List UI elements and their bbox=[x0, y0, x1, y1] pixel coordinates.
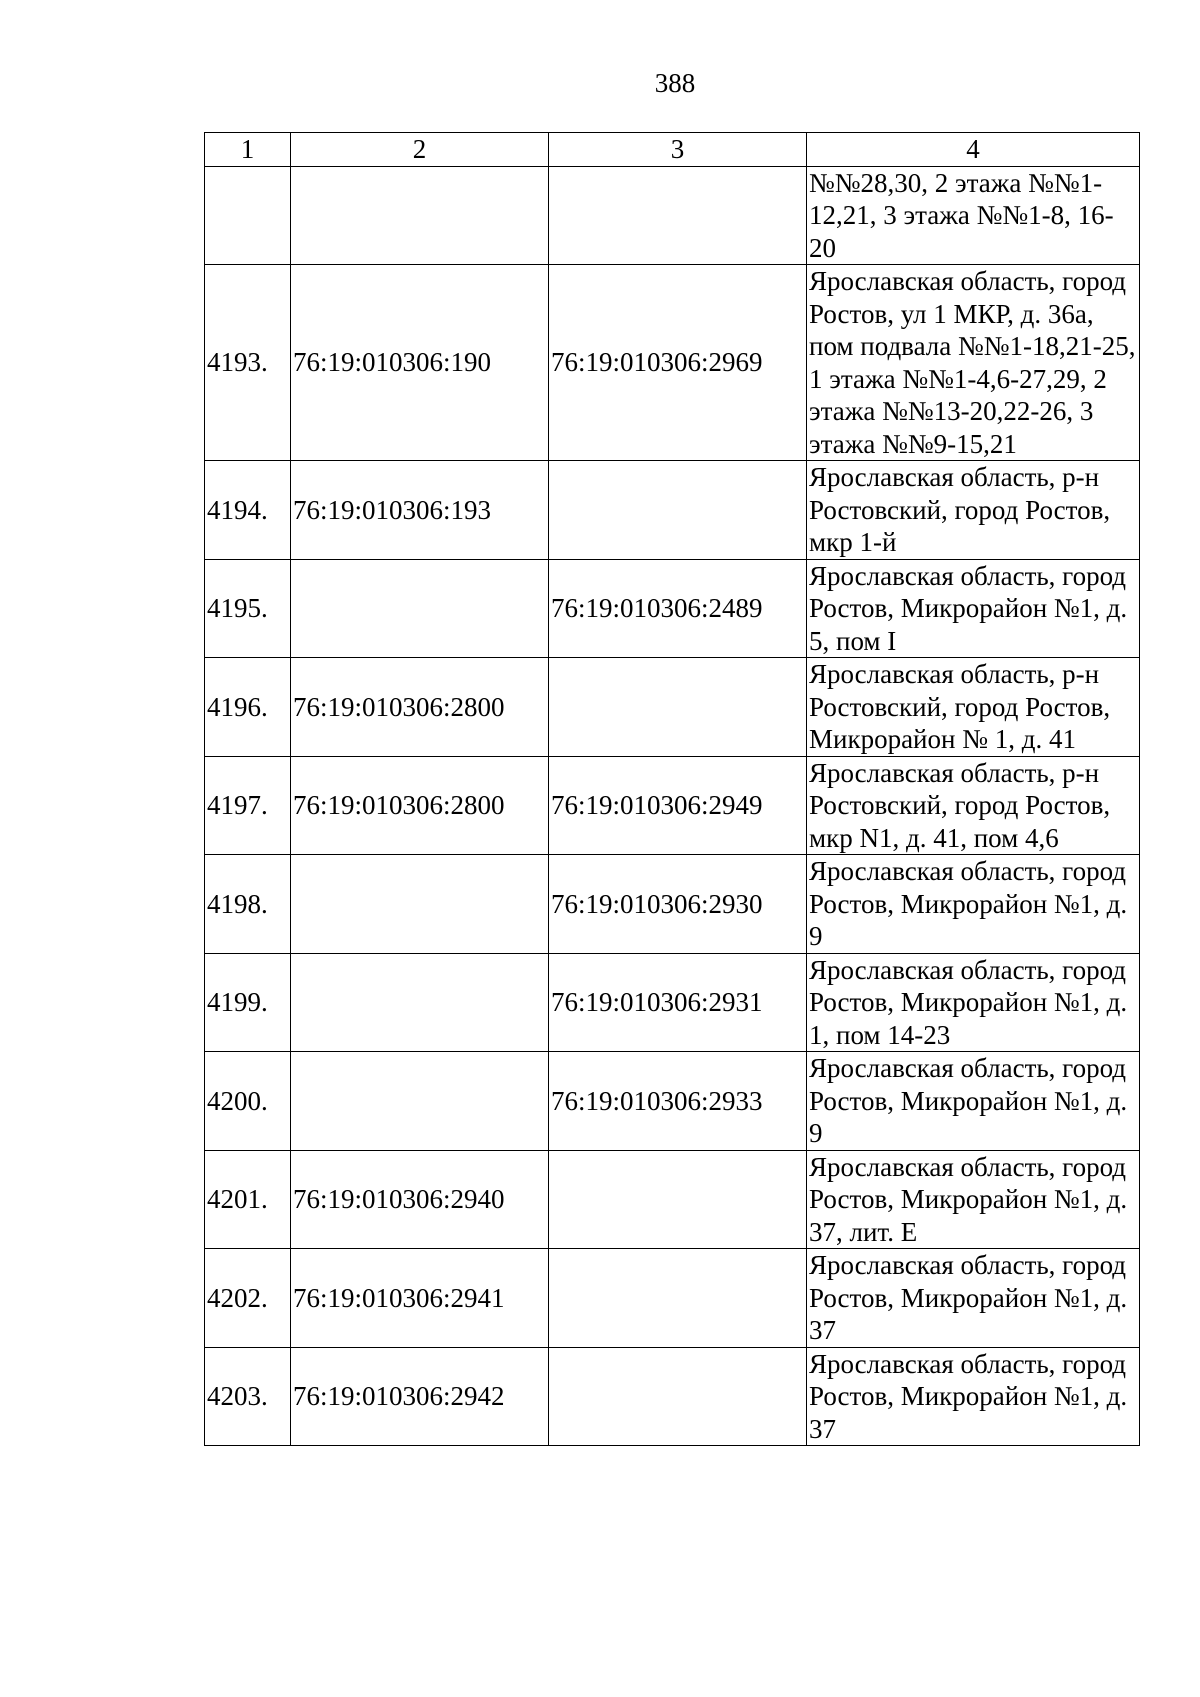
object-cadastral-number-cell bbox=[549, 1249, 807, 1348]
object-cadastral-number-cell bbox=[549, 1150, 807, 1249]
table-row bbox=[205, 756, 1140, 855]
table-row bbox=[205, 1249, 1140, 1348]
row-number-cell bbox=[205, 166, 291, 265]
address-cell: Ярославская область, р-н Ростовский, город Ростов, мкр N1, д. 41, пом 4,6 bbox=[807, 756, 1140, 855]
address-cell: Ярославская область, р-н Ростовский, город Ростов, мкр 1-й bbox=[807, 461, 1140, 560]
address-cell: Ярославская область, город Ростов, Микрорайон №1, д. 1, пом 14-23 bbox=[807, 953, 1140, 1052]
row-number-cell: 4198. bbox=[205, 855, 291, 954]
row-number-cell: 4195. bbox=[205, 559, 291, 658]
address-cell: Ярославская область, город Ростов, Микрорайон №1, д. 5, пом I bbox=[807, 559, 1140, 658]
row-number-cell: 4196. bbox=[205, 658, 291, 757]
object-cadastral-number-cell: 76:19:010306:2489 bbox=[549, 559, 807, 658]
address-cell: Ярославская область, город Ростов, ул 1 МКР, д. 36а, пом подвала №№1-18,21-25, 1 этажа №№1-4,6-27,29, 2 этажа №№13-20,22-26, 3 этажа №№9-15,21 bbox=[807, 265, 1140, 461]
table-row bbox=[205, 855, 1140, 954]
parcel-cadastral-number-cell bbox=[291, 953, 549, 1052]
parcel-cadastral-number-cell: 76:19:010306:2800 bbox=[291, 756, 549, 855]
address-cell: №№28,30, 2 этажа №№1-12,21, 3 этажа №№1-8, 16-20 bbox=[807, 166, 1140, 265]
parcel-cadastral-number-cell: 76:19:010306:2800 bbox=[291, 658, 549, 757]
address-cell: Ярославская область, город Ростов, Микрорайон №1, д. 9 bbox=[807, 1052, 1140, 1151]
object-cadastral-number-cell: 76:19:010306:2930 bbox=[549, 855, 807, 954]
address-cell: Ярославская область, город Ростов, Микрорайон №1, д. 37 bbox=[807, 1249, 1140, 1348]
parcel-cadastral-number-cell bbox=[291, 855, 549, 954]
table-row bbox=[205, 953, 1140, 1052]
object-cadastral-number-cell: 76:19:010306:2931 bbox=[549, 953, 807, 1052]
address-cell: Ярославская область, город Ростов, Микрорайон №1, д. 37 bbox=[807, 1347, 1140, 1446]
column-header-4: 4 bbox=[807, 133, 1140, 167]
object-cadastral-number-cell bbox=[549, 658, 807, 757]
row-number-cell: 4203. bbox=[205, 1347, 291, 1446]
parcel-cadastral-number-cell bbox=[291, 166, 549, 265]
parcel-cadastral-number-cell: 76:19:010306:2941 bbox=[291, 1249, 549, 1348]
header-row bbox=[205, 133, 1140, 167]
address-cell: Ярославская область, город Ростов, Микрорайон №1, д. 9 bbox=[807, 855, 1140, 954]
row-number-cell: 4193. bbox=[205, 265, 291, 461]
parcel-cadastral-number-cell: 76:19:010306:193 bbox=[291, 461, 549, 560]
table-row bbox=[205, 1150, 1140, 1249]
object-cadastral-number-cell: 76:19:010306:2969 bbox=[549, 265, 807, 461]
row-number-cell: 4201. bbox=[205, 1150, 291, 1249]
column-header-1: 1 bbox=[205, 133, 291, 167]
page-number: 388 bbox=[654, 68, 696, 98]
row-number-cell: 4197. bbox=[205, 756, 291, 855]
parcel-cadastral-number-cell bbox=[291, 1052, 549, 1151]
table-row bbox=[205, 461, 1140, 560]
table-row bbox=[205, 559, 1140, 658]
table-row bbox=[205, 658, 1140, 757]
table-row bbox=[205, 1052, 1140, 1151]
object-cadastral-number-cell bbox=[549, 461, 807, 560]
parcel-cadastral-number-cell bbox=[291, 559, 549, 658]
row-number-cell: 4200. bbox=[205, 1052, 291, 1151]
address-cell: Ярославская область, город Ростов, Микрорайон №1, д. 37, лит. Е bbox=[807, 1150, 1140, 1249]
parcel-cadastral-number-cell: 76:19:010306:2940 bbox=[291, 1150, 549, 1249]
parcel-cadastral-number-cell: 76:19:010306:190 bbox=[291, 265, 549, 461]
column-header-3: 3 bbox=[549, 133, 807, 167]
table-row bbox=[205, 166, 1140, 265]
object-cadastral-number-cell bbox=[549, 166, 807, 265]
column-header-2: 2 bbox=[291, 133, 549, 167]
parcel-cadastral-number-cell: 76:19:010306:2942 bbox=[291, 1347, 549, 1446]
row-number-cell: 4199. bbox=[205, 953, 291, 1052]
address-cell: Ярославская область, р-н Ростовский, город Ростов, Микрорайон № 1, д. 41 bbox=[807, 658, 1140, 757]
row-number-cell: 4194. bbox=[205, 461, 291, 560]
object-cadastral-number-cell bbox=[549, 1347, 807, 1446]
object-cadastral-number-cell: 76:19:010306:2933 bbox=[549, 1052, 807, 1151]
registry-table bbox=[204, 132, 1140, 1446]
table-row bbox=[205, 265, 1140, 461]
table-row bbox=[205, 1347, 1140, 1446]
object-cadastral-number-cell: 76:19:010306:2949 bbox=[549, 756, 807, 855]
row-number-cell: 4202. bbox=[205, 1249, 291, 1348]
